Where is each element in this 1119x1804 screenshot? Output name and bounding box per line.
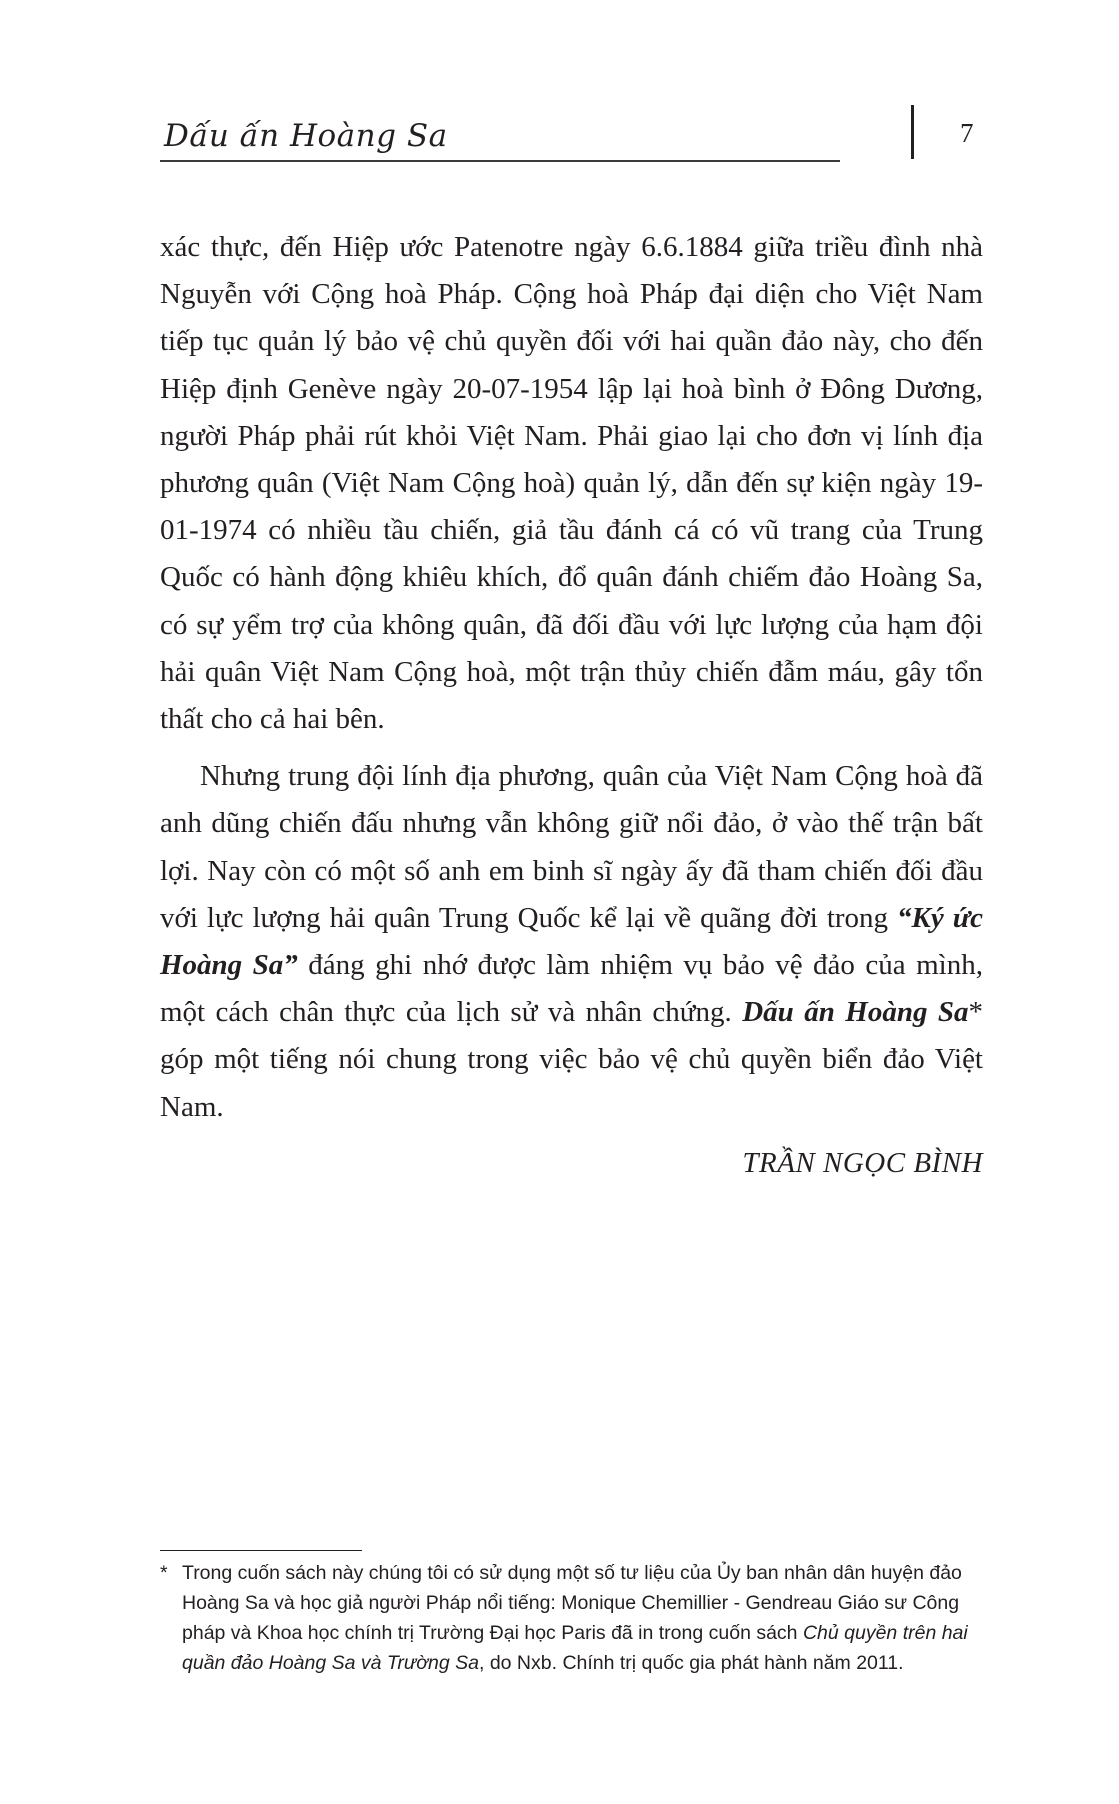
footnote-text-1: Trong cuốn sách này chúng tôi có sử dụng một số tư liệu của Ủy ban nhân dân huyện đảo Hoàng Sa và học giả người Pháp nổi tiếng: Monique Chemillier - Gendreau Giáo sư Công pháp và Khoa học chính trị Trường Đại học Paris đã in trong cuốn sách [182, 1562, 962, 1644]
header-rule [160, 160, 840, 162]
paragraph-2-text-2: đáng ghi nhớ được làm nhiệm vụ bảo vệ đảo của mình, một cách chân thực của lịch sử và nhân chứng. [160, 949, 983, 1029]
footnote-book-title: Chủ quyền trên hai quần đảo Hoàng Sa và Trường Sa [182, 1622, 968, 1674]
footnote-text-2: , do Nxb. Chính trị quốc gia phát hành năm 2011. [478, 1652, 904, 1674]
paragraph-2-text-1: Nhưng trung đội lính địa phương, quân của Việt Nam Cộng hoà đã anh dũng chiến đấu nhưng vẫn không giữ nổi đảo, ở vào thế trận bất lợi. Nay còn có một số anh em binh sĩ ngày ấy đã tham chiến đối đầu với lực lượng hải quân Trung Quốc kể lại về quãng đời trong [160, 760, 983, 934]
page-number: 7 [960, 118, 974, 148]
header-divider [911, 105, 914, 159]
footnote-marker: * [160, 1562, 168, 1584]
author-signature: TRẦN NGỌC BÌNH [742, 1147, 983, 1179]
footnote-rule [160, 1550, 362, 1551]
paragraph-1: xác thực, đến Hiệp ước Patenotre ngày 6.6.1884 giữa triều đình nhà Nguyễn với Cộng hoà Pháp. Cộng hoà Pháp đại diện cho Việt Nam tiếp tục quản lý bảo vệ chủ quyền đối với hai quần đảo này, cho đến Hiệp định Genève ngày 20-07-1954 lập lại hoà bình ở Đông Dương, người Pháp phải rút khỏi Việt Nam. Phải giao lại cho đơn vị lính địa phương quân (Việt Nam Cộng hoà) quản lý, dẫn đến sự kiện ngày 19-01-1974 có nhiều tầu chiến, giả tầu đánh cá có vũ trang của Trung Quốc có hành động khiêu khích, đổ quân đánh chiếm đảo Hoàng Sa, có sự yểm trợ của không quân, đã đối đầu với lực lượng của hạm đội hải quân Việt Nam Cộng hoà, một trận thủy chiến đẫm máu, gây tổn thất cho cả hai bên. [160, 231, 983, 736]
footnote-body [182, 1558, 983, 1678]
paragraph-2 [160, 753, 983, 1131]
footnote [160, 1558, 983, 1678]
book-title-dau-an-hoang-sa: Dấu ấn Hoàng Sa [742, 996, 969, 1029]
body-text [160, 224, 983, 1131]
running-title: Dấu ấn Hoàng Sa [164, 118, 448, 154]
book-title-ky-uc-hoang-sa: “Ký ức Hoàng Sa” [160, 901, 983, 982]
running-header [160, 118, 840, 166]
paragraph-2-text-3: * góp một tiếng nói chung trong việc bảo vệ chủ quyền biển đảo Việt Nam. [160, 996, 983, 1123]
